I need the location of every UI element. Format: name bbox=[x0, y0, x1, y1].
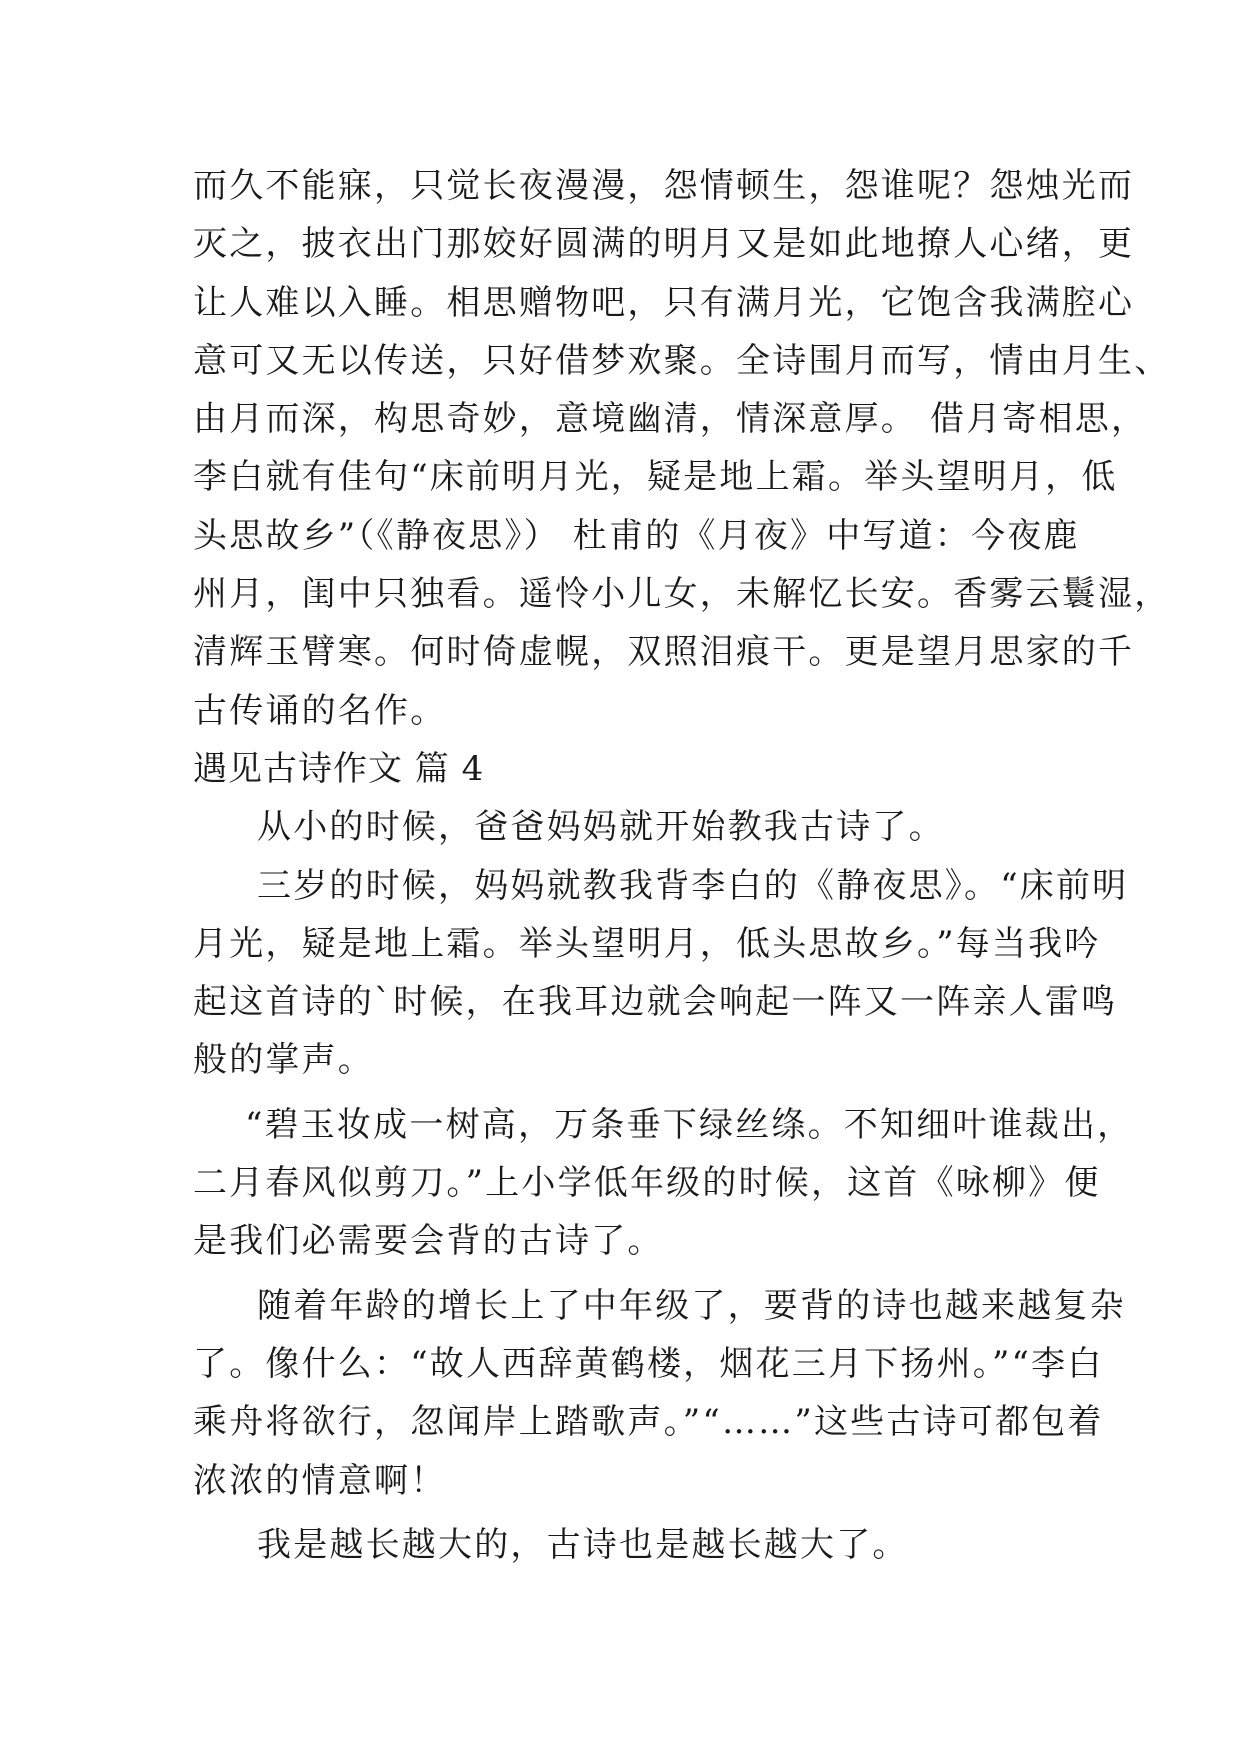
text-line: 由月而深，构思奇妙，意境幽清，情深意厚。 借月寄相思， bbox=[193, 399, 1148, 440]
text-line: 李白就有佳句“床前明月光，疑是地上霜。举头望明月，低 bbox=[193, 457, 1118, 498]
paragraph-3 bbox=[193, 1096, 1134, 1271]
text-line: 灭之，披衣出门那姣好圆满的明月又是如此地撩人心绪，更 bbox=[193, 224, 1135, 265]
text-line: “碧玉妆成一树高，万条垂下绿丝绦。不知细叶谁裁出， bbox=[245, 1104, 1134, 1145]
paragraph-2 bbox=[193, 857, 1129, 1090]
text-line: 意可又无以传送，只好借梦欢聚。全诗围月而写，情由月生、 bbox=[193, 340, 1171, 381]
section-heading: 遇见古诗作文 篇 4 bbox=[193, 748, 485, 789]
text-line: 是我们必需要会背的古诗了。 bbox=[193, 1221, 664, 1262]
continued-paragraph bbox=[193, 157, 1171, 740]
text-line: 清辉玉臂寒。何时倚虚幌，双照泪痕干。更是望月思家的千 bbox=[193, 632, 1135, 673]
text-line: 浓浓的情意啊！ bbox=[193, 1460, 447, 1501]
text-line: 古传诵的名作。 bbox=[193, 690, 447, 731]
text-line: 头思故乡”（《静夜思》） 杜甫的《月夜》中写道：今夜鹿 bbox=[193, 515, 1080, 556]
text-line: 二月春风似剪刀。”上小学低年级的时候，这首《咏柳》便 bbox=[193, 1163, 1101, 1204]
text-line: 了。像什么：“故人西辞黄鹤楼，烟花三月下扬州。”“李白 bbox=[193, 1343, 1104, 1384]
paragraph-1 bbox=[193, 798, 1053, 856]
text-line: 让人难以入睡。相思赠物吧，只有满月光，它饱含我满腔心 bbox=[193, 282, 1135, 323]
text-line: 从小的时候，爸爸妈妈就开始教我古诗了。 bbox=[257, 807, 945, 848]
text-line: 三岁的时候，妈妈就教我背李白的《静夜思》。“床前明 bbox=[257, 865, 1129, 906]
text-line: 起这首诗的`时候，在我耳边就会响起一阵又一阵亲人雷鸣 bbox=[193, 982, 1118, 1023]
paragraph-5 bbox=[193, 1516, 1053, 1574]
text-line: 随着年龄的增长上了中年级了，要背的诗也越来越复杂 bbox=[257, 1285, 1126, 1326]
document-page bbox=[193, 157, 1171, 1574]
paragraph-4 bbox=[193, 1277, 1126, 1510]
text-line: 我是越长越大的，古诗也是越长越大了。 bbox=[257, 1524, 909, 1565]
text-line: 而久不能寐，只觉长夜漫漫，怨情顿生，怨谁呢？怨烛光而 bbox=[193, 166, 1135, 206]
text-line: 月光，疑是地上霜。举头望明月，低头思故乡。”每当我吟 bbox=[193, 923, 1101, 964]
text-line: 般的掌声。 bbox=[193, 1040, 374, 1081]
text-line: 州月，闺中只独看。遥怜小儿女，未解忆长安。香雾云鬟湿， bbox=[193, 574, 1171, 615]
text-line: 乘舟将欲行，忽闻岸上踏歌声。”“……”这些古诗可都包着 bbox=[193, 1402, 1104, 1443]
